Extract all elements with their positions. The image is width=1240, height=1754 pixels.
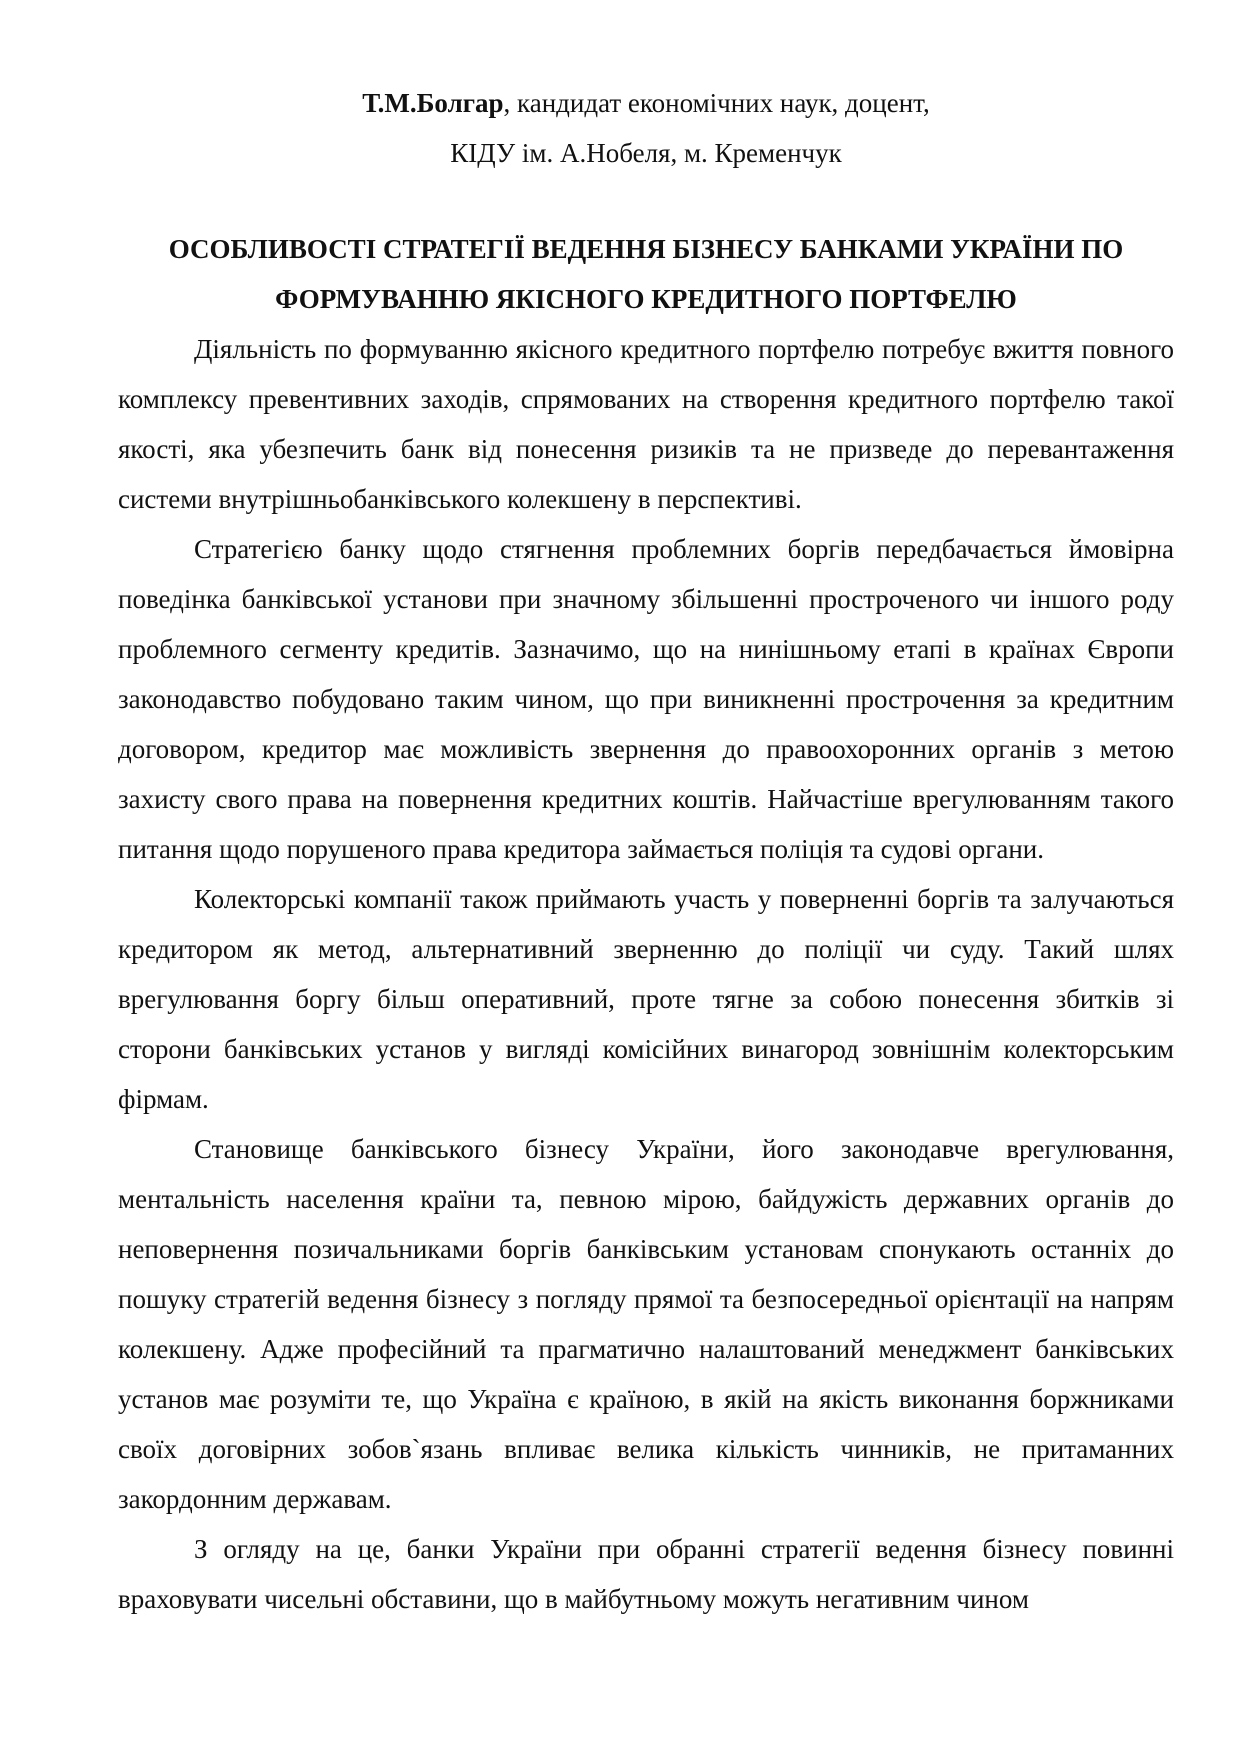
body-paragraph-1: Діяльність по формуванню якісного кредитного портфелю потребує вжиття повного комплексу превентивних заходів, спрямованих на створення кредитного портфелю такої якості, яка убезпечить банк від понесення ризиків та не призведе до перевантаження системи внутрішньобанківського колекшену в перспективі. — [118, 334, 1174, 514]
paper-title-line-2: ФОРМУВАННЮ ЯКІСНОГО КРЕДИТНОГО ПОРТФЕЛЮ — [275, 284, 1017, 314]
body-paragraph-4: Становище банківського бізнесу України, його законодавче врегулювання, ментальність населення країни та, певною мірою, байдужість державних органів до неповернення позичальниками боргів банківським установам спонукають останніх до пошуку стратегій ведення бізнесу з погляду прямої та безпосередньої орієнтації на напрям колекшену. Адже професійний та прагматично налаштований менеджмент банківських установ має розуміти те, що Україна є країною, в якій на якість виконання боржниками своїх договірних зобов`язань впливає велика кількість чинників, не притаманних закордонним державам. — [118, 1134, 1174, 1514]
author-affiliation: КІДУ ім. А.Нобеля, м. Кременчук — [450, 138, 842, 168]
body-paragraph-2: Стратегією банку щодо стягнення проблемних боргів передбачається ймовірна поведінка банківської установи при значному збільшенні простроченого чи іншого роду проблемного сегменту кредитів. Зазначимо, що на нинішньому етапі в країнах Європи законодавство побудовано таким чином, що при виникненні прострочення за кредитним договором, кредитор має можливість звернення до правоохоронних органів з метою захисту свого права на повернення кредитних коштів. Найчастіше врегулюванням такого питання щодо порушеного права кредитора займається поліція та судові органи. — [118, 534, 1174, 864]
author-line — [118, 78, 1174, 128]
document-page — [118, 78, 1174, 1624]
author-credentials: , кандидат економічних наук, доцент, — [503, 88, 930, 118]
paper-title — [118, 224, 1174, 324]
body-paragraph-3: Колекторські компанії також приймають участь у поверненні боргів та залучаються кредитором як метод, альтернативний зверненню до поліції чи суду. Такий шлях врегулювання боргу більш оперативний, проте тягне за собою понесення збитків зі сторони банківських установ у вигляді комісійних винагород зовнішнім колекторським фірмам. — [118, 884, 1174, 1114]
author-name: Т.М.Болгар — [362, 88, 504, 118]
body-paragraph-5: З огляду на це, банки України при обранні стратегії ведення бізнесу повинні враховувати чисельні обставини, що в майбутньому можуть негативним чином — [118, 1534, 1174, 1614]
paper-title-line-1: ОСОБЛИВОСТІ СТРАТЕГІЇ ВЕДЕННЯ БІЗНЕСУ БАНКАМИ УКРАЇНИ ПО — [168, 234, 1124, 264]
